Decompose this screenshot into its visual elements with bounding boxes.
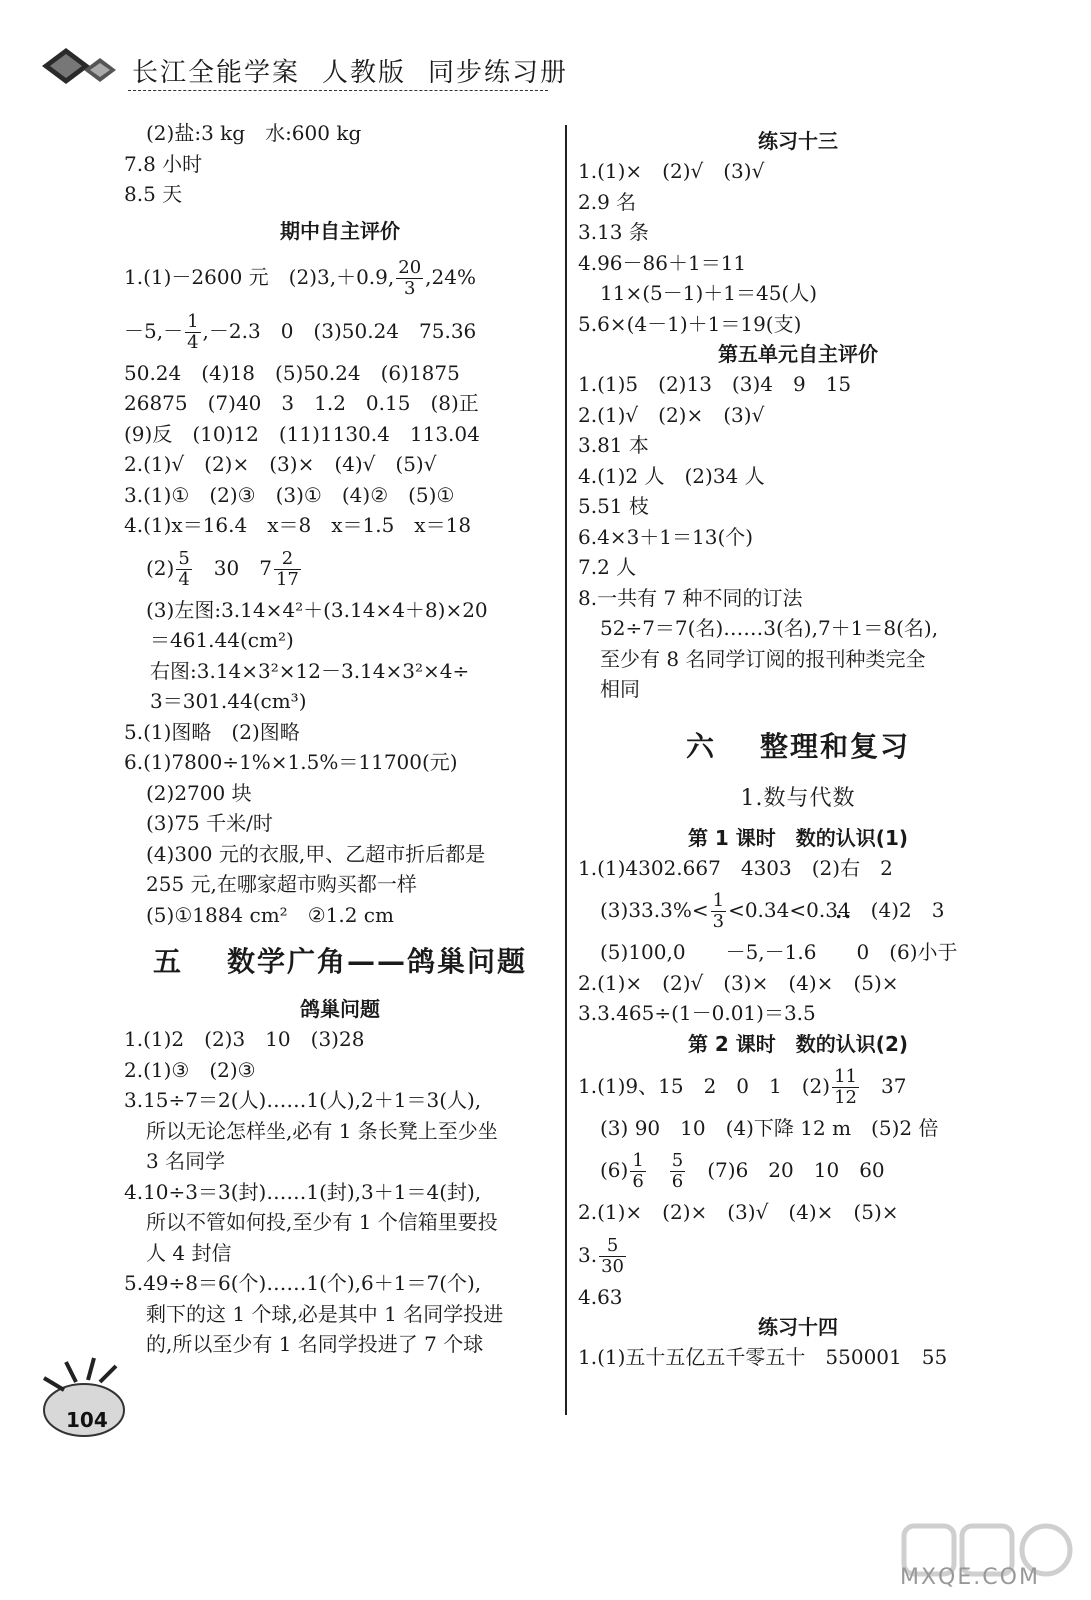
answer-line: 2.(1)√ (2)× (3)√ [578, 402, 765, 427]
answer-line: (5)①1884 cm² ②1.2 cm [146, 902, 394, 927]
answer-line: 剩下的这 1 个球,必是其中 1 名同学投进 [146, 1301, 504, 1326]
section-title-unit5: 第五单元自主评价 [718, 342, 878, 366]
repeating-decimal: .. 34 [825, 898, 850, 922]
answer-line: (2)2700 块 [146, 780, 252, 805]
answer-line: －5,－ $\frac{1}{4}$ ,－2.3 0 (3)50.24 75.36 [124, 310, 477, 353]
fraction: $\frac{5}{30}$ [601, 1234, 624, 1277]
answer-line: 2.(1)× (2)√ (3)× (4)× (5)× [578, 970, 899, 995]
answer-line: 人 4 封信 [146, 1240, 232, 1265]
answer-line: 5.51 枝 [578, 494, 649, 518]
header-title [132, 52, 590, 89]
answer-line: 2.(1)√ (2)× (3)× (4)√ (5)√ [124, 452, 437, 476]
answer-line: 6.4×3＋1＝13(个) [578, 524, 754, 549]
answer-line: 1.(1)－2600 元 (2)3,＋0.9, $\frac{20}{3}$ ,24% [124, 256, 476, 299]
answer-line: 50.24 (4)18 (5)50.24 (6)1875 [124, 360, 460, 385]
answer-line: 3＝301.44(cm³) [150, 689, 307, 713]
fraction: $\frac{11}{12}$ [834, 1065, 857, 1108]
page-header [40, 40, 569, 100]
fraction: $\frac{1}{6}$ [632, 1150, 644, 1192]
page-number: 104 [66, 1408, 108, 1432]
answer-line: 1.(1)5 (2)13 (3)4 9 15 [578, 372, 852, 396]
answer-line: 2.(1)× (2)× (3)√ (4)× (5)× [578, 1200, 899, 1224]
answer-line: (3) 90 10 (4)下降 12 m (5)2 倍 [600, 1115, 939, 1140]
answer-line: 4.(1)2 人 (2)34 人 [578, 463, 765, 488]
lesson-title-2: 第 2 课时 数的认识(2) [687, 1031, 909, 1056]
answer-line: 8.5 天 [124, 182, 183, 206]
answer-line: 右图:3.14×3²×12－3.14×3²×4÷ [150, 658, 470, 683]
answer-line: 3 名同学 [146, 1149, 226, 1173]
section-title-pigeonhole: 鸽巢问题 [300, 997, 380, 1021]
fraction: $\frac{20}{3}$ [398, 256, 422, 299]
answer-line: 5.(1)图略 (2)图略 [124, 719, 300, 744]
answer-line: 的,所以至少有 1 名同学投进了 7 个球 [146, 1332, 484, 1356]
answer-line: 4.(1)x＝16.4 x＝8 x＝1.5 x＝18 [124, 513, 472, 537]
answer-line: 255 元,在哪家超市购买都一样 [146, 872, 417, 896]
answer-line: 26875 (7)40 3 1.2 0.15 (8)正 [124, 391, 479, 415]
chapter-title-6: 六 整理和复习 [685, 729, 911, 763]
answer-line: 4.63 [578, 1284, 623, 1309]
answer-line: (6) $\frac{1}{6}$ $\frac{5}{6}$ (7)6 20 10 60 [600, 1150, 885, 1192]
column-divider [565, 125, 567, 1415]
fraction: $\frac{1}{3}$ [712, 890, 725, 932]
answer-line: 1.(1)五十五亿五千零五十 550001 55 [578, 1345, 948, 1369]
answer-line: 3.81 本 [578, 433, 649, 457]
section-title-exercise-13: 练习十三 [758, 129, 838, 153]
lesson-title-1: 第 1 课时 数的认识(1) [687, 825, 909, 850]
header-rule [128, 90, 548, 91]
answer-line: ＝461.44(cm²) [150, 628, 294, 652]
left-column [124, 118, 556, 1360]
answer-line: 所以不管如何投,至少有 1 个信箱里要投 [146, 1210, 498, 1234]
answer-line: 6.(1)7800÷1%×1.5%＝11700(元) [124, 750, 458, 774]
chapter-title-5: 五 数学广角——鸽巢问题 [152, 945, 528, 978]
answer-line: (5)100,0 －5,－1.6 0 (6)小于 [600, 940, 958, 964]
answer-line: 7.8 小时 [124, 151, 203, 176]
header-series: 长江全能学案 [132, 58, 301, 88]
answer-line: 4.10÷3＝3(封)……1(封),3＋1＝4(封), [124, 1179, 482, 1204]
answer-line: (3)左图:3.14×4²＋(3.14×4＋8)×20 [146, 597, 488, 622]
answer-line: (3)75 千米/时 [146, 811, 273, 835]
right-column [578, 118, 1018, 1373]
answer-line: 5.6×(4－1)＋1＝19(支) [578, 311, 802, 336]
answer-line: (2) $\frac{5}{4}$ 30 7 $\frac{2}{17}$ [146, 547, 299, 590]
answer-line: 所以无论怎样坐,必有 1 条长凳上至少坐 [146, 1118, 498, 1143]
answer-line: 相同 [600, 677, 640, 701]
header-book: 同步练习册 [428, 58, 569, 88]
answer-line: 1.(1)× (2)√ (3)√ [578, 159, 765, 183]
subsection-title: 1.数与代数 [740, 785, 856, 811]
answer-line: 11×(5－1)＋1＝45(人) [600, 281, 818, 305]
answer-line: 7.2 人 [578, 555, 637, 579]
fraction: $\frac{5}{4}$ [178, 547, 190, 590]
answer-line: 3. $\frac{5}{30}$ [578, 1234, 624, 1277]
answer-line: 2.(1)③ (2)③ [124, 1057, 256, 1082]
fraction: $\frac{2}{17}$ [275, 547, 299, 590]
section-title-exercise-14: 练习十四 [758, 1315, 838, 1339]
header-edition: 人教版 [322, 58, 407, 88]
fraction: $\frac{5}{6}$ [671, 1150, 684, 1192]
answer-line: 5.49÷8＝6(个)……1(个),6＋1＝7(个), [124, 1271, 482, 1295]
answer-line: 3.(1)① (2)③ (3)① (4)② (5)① [124, 482, 455, 507]
answer-line: 3.15÷7＝2(人)……1(人),2＋1＝3(人), [124, 1088, 482, 1112]
answer-line: 1.(1)2 (2)3 10 (3)28 [124, 1027, 365, 1051]
answer-line: 4.96－86＋1＝11 [578, 250, 747, 275]
answer-line: 1.(1)9、15 2 0 1 (2) $\frac{11}{12}$ 37 [578, 1065, 907, 1108]
answer-line: 52÷7＝7(名)……3(名),7＋1＝8(名), [600, 616, 939, 640]
fraction: $\frac{1}{4}$ [187, 310, 199, 353]
watermark-text: MXQE.COM [900, 1565, 1040, 1590]
answer-line: 2.9 名 [578, 189, 637, 214]
answer-line: 8.一共有 7 种不同的订法 [578, 585, 803, 610]
answer-line: (3)33.3%< $\frac{1}{3}$ <0.34<0... 34 (4)2 3 [578, 883, 1018, 937]
answer-line: 3.3.465÷(1－0.01)＝3.5 [578, 1001, 816, 1025]
book-logo-icon [40, 44, 122, 88]
answer-line: 1.(1)4302.667 4303 (2)右 2 [578, 855, 893, 880]
answer-line: (4)300 元的衣服,甲、乙超市折后都是 [146, 841, 486, 866]
section-title-midterm: 期中自主评价 [280, 218, 400, 243]
answer-line: 3.13 条 [578, 220, 649, 244]
answer-line: 至少有 8 名同学订阅的报刊种类完全 [600, 646, 926, 671]
answer-line: (9)反 (10)12 (11)1130.4 113.04 [124, 421, 480, 446]
answer-line: (2)盐:3 kg 水:600 kg [146, 121, 362, 145]
